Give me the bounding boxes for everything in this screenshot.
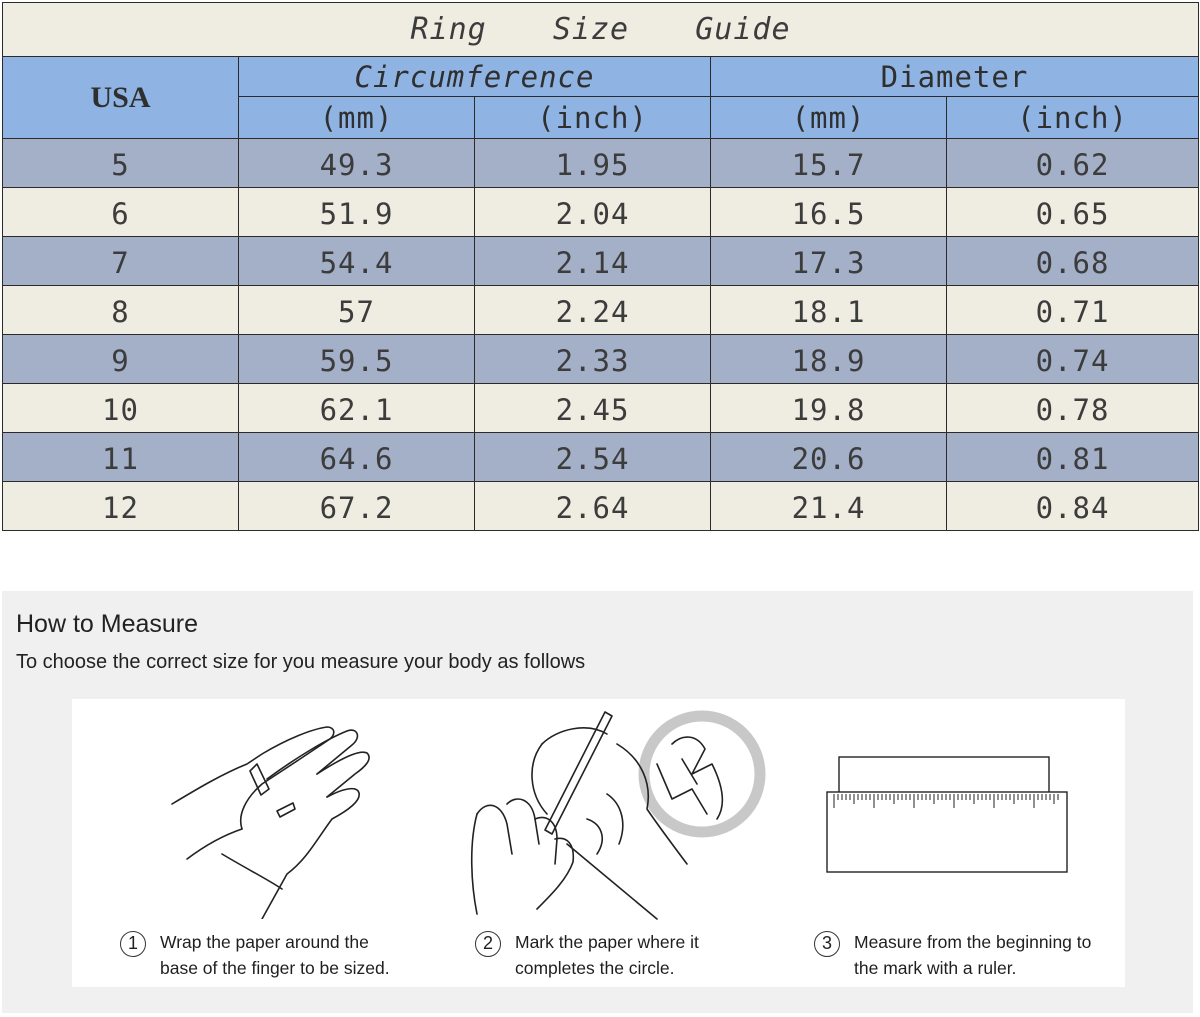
step-2-caption	[475, 929, 699, 981]
table-cell: 5	[3, 139, 239, 188]
step-number-badge: 1	[120, 931, 146, 957]
table-cell: 16.5	[711, 188, 947, 237]
unit-header: (inch)	[947, 97, 1199, 139]
table-cell: 17.3	[711, 237, 947, 286]
diameter-header: Diameter	[711, 57, 1199, 97]
table-row	[3, 286, 1199, 335]
step-number-badge: 3	[814, 931, 840, 957]
table-cell: 0.68	[947, 237, 1199, 286]
table-cell: 2.64	[475, 482, 711, 531]
table-cell: 2.45	[475, 384, 711, 433]
table-cell: 64.6	[239, 433, 475, 482]
measure-subtitle: To choose the correct size for you measure your body as follows	[16, 651, 586, 673]
hand-with-paper-icon	[167, 719, 397, 919]
table-cell: 10	[3, 384, 239, 433]
table-cell: 2.14	[475, 237, 711, 286]
table-title: Ring Size Guide	[3, 3, 1199, 57]
table-row	[3, 335, 1199, 384]
table-cell: 18.9	[711, 335, 947, 384]
table-row	[3, 139, 1199, 188]
step-1-line-2: base of the finger to be sized.	[160, 958, 390, 978]
how-to-measure-panel	[2, 591, 1193, 1013]
table-cell: 11	[3, 433, 239, 482]
table-row	[3, 482, 1199, 531]
table-cell: 59.5	[239, 335, 475, 384]
unit-header: (inch)	[475, 97, 711, 139]
table-cell: 7	[3, 237, 239, 286]
table-row	[3, 188, 1199, 237]
table-cell: 18.1	[711, 286, 947, 335]
unit-header: (mm)	[239, 97, 475, 139]
step-3-caption	[814, 929, 1091, 981]
step-2-line-2: completes the circle.	[515, 958, 675, 978]
table-row	[3, 384, 1199, 433]
table-cell: 54.4	[239, 237, 475, 286]
table-cell: 20.6	[711, 433, 947, 482]
step-1-line-1: Wrap the paper around the	[160, 932, 369, 952]
step-2-line-1: Mark the paper where it	[515, 932, 699, 952]
table-cell: 2.24	[475, 286, 711, 335]
table-row	[3, 237, 1199, 286]
table-cell: 49.3	[239, 139, 475, 188]
table-cell: 0.65	[947, 188, 1199, 237]
ruler-icon	[822, 754, 1072, 879]
table-cell: 1.95	[475, 139, 711, 188]
measure-steps	[72, 699, 1125, 987]
table-cell: 2.33	[475, 335, 711, 384]
step-3-line-1: Measure from the beginning to	[854, 932, 1092, 952]
table-cell: 12	[3, 482, 239, 531]
table-cell: 8	[3, 286, 239, 335]
table-cell: 0.84	[947, 482, 1199, 531]
table-cell: 57	[239, 286, 475, 335]
step-3-line-2: the mark with a ruler.	[854, 958, 1017, 978]
step-1-caption	[120, 929, 390, 981]
table-cell: 62.1	[239, 384, 475, 433]
measure-title: How to Measure	[16, 610, 199, 638]
hands-marking-pen-icon	[457, 704, 777, 924]
table-cell: 0.78	[947, 384, 1199, 433]
ring-size-table	[2, 2, 1199, 531]
table-cell: 15.7	[711, 139, 947, 188]
usa-header: USA	[3, 57, 239, 139]
unit-header: (mm)	[711, 97, 947, 139]
table-cell: 0.81	[947, 433, 1199, 482]
table-cell: 2.54	[475, 433, 711, 482]
table-cell: 0.74	[947, 335, 1199, 384]
table-cell: 67.2	[239, 482, 475, 531]
table-cell: 0.62	[947, 139, 1199, 188]
table-cell: 19.8	[711, 384, 947, 433]
table-cell: 21.4	[711, 482, 947, 531]
circumference-header: Circumference	[239, 57, 711, 97]
table-row	[3, 433, 1199, 482]
table-cell: 6	[3, 188, 239, 237]
table-cell: 2.04	[475, 188, 711, 237]
table-cell: 51.9	[239, 188, 475, 237]
step-number-badge: 2	[475, 931, 501, 957]
table-cell: 0.71	[947, 286, 1199, 335]
table-cell: 9	[3, 335, 239, 384]
